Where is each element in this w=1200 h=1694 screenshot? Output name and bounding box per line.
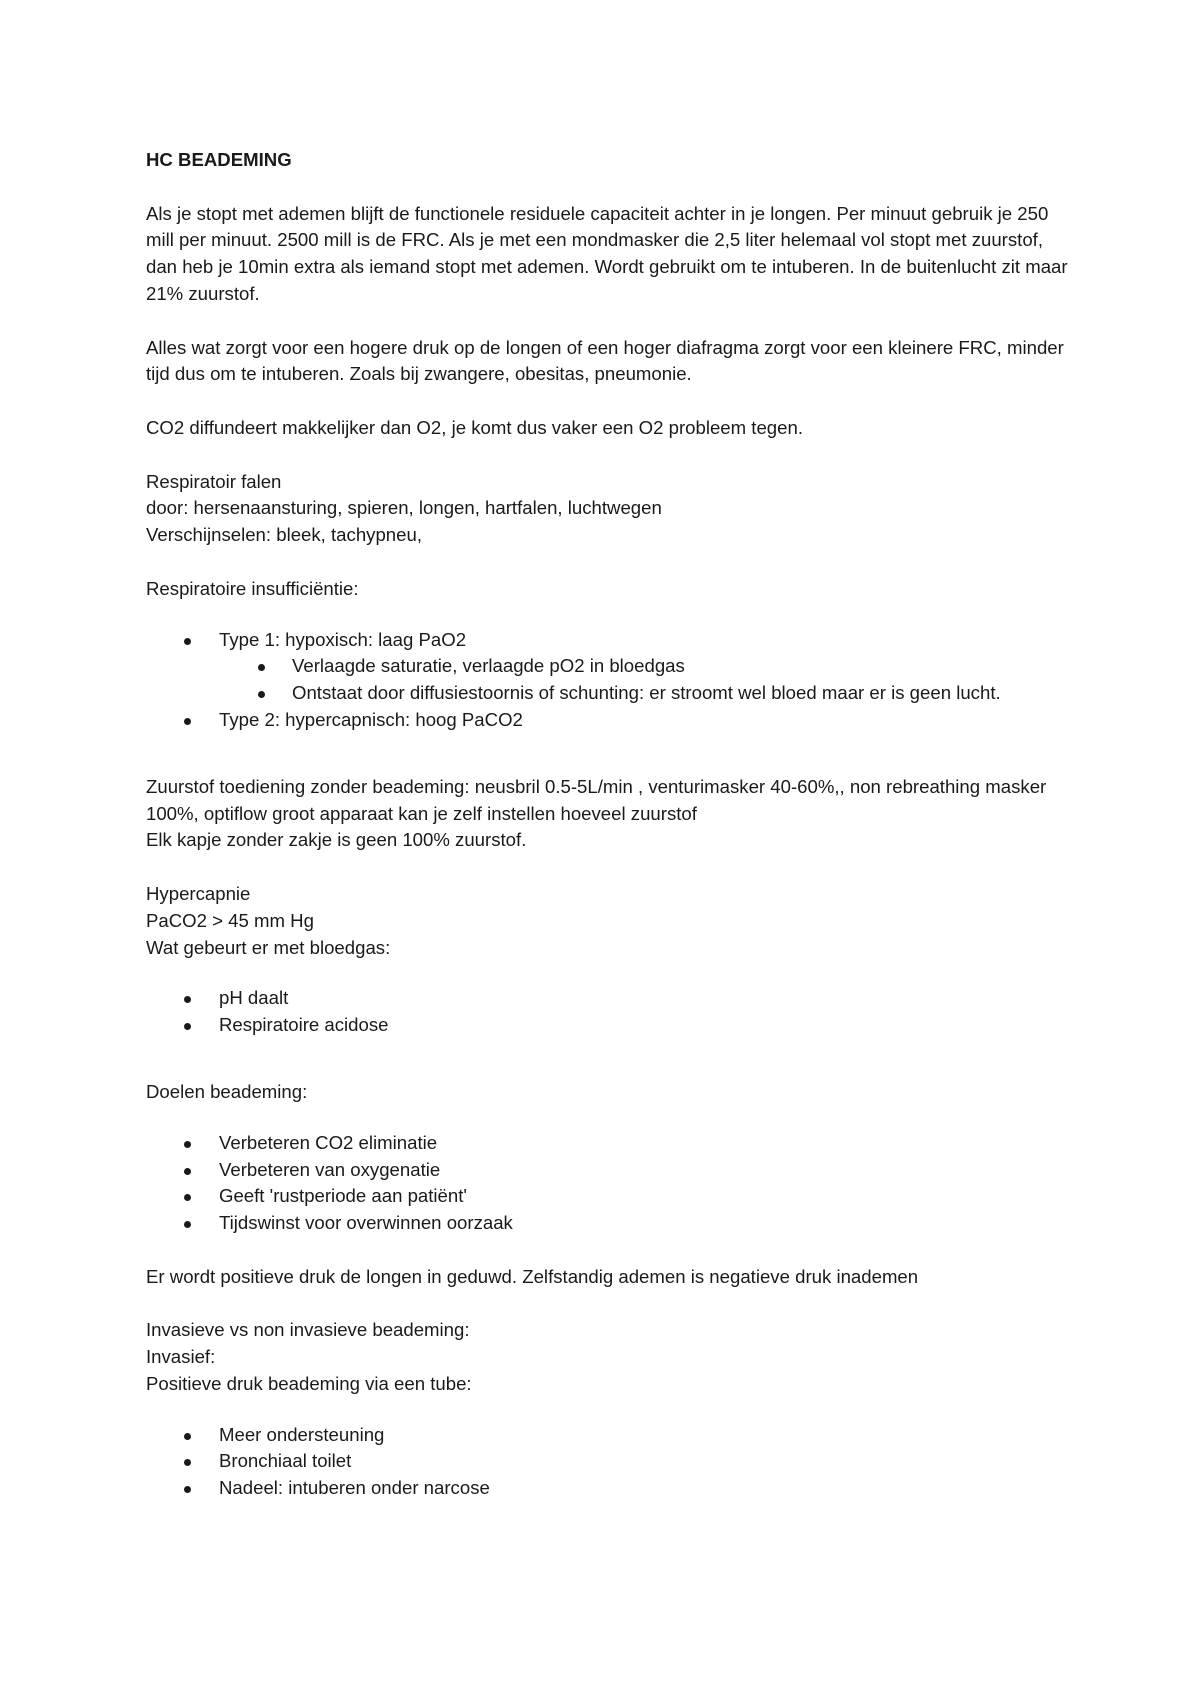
heading-respiratoire-insufficientie: Respiratoire insufficiëntie: [146,577,359,599]
heading-hypercapnie: Hypercapnie [146,882,251,904]
list-item: Geeft 'rustperiode aan patiënt' [146,1183,1076,1210]
list-item: Verbeteren CO2 eliminatie [146,1130,1076,1157]
list-item: Verbeteren van oxygenatie [146,1157,1076,1184]
list-item: pH daalt [146,985,1076,1012]
paragraph-druk-frc: Alles wat zorgt voor een hogere druk op de longen of een hoger diafragma zorgt voor een kleinere FRC, minder tijd dus om te intuberen. Zoals bij zwangere, obesitas, pneumonie. [146,336,1064,385]
list-item-type2: Type 2: hypercapnisch: hoog PaCO2 [146,707,1076,734]
bullet-icon [184,1486,191,1493]
bullet-icon [184,1023,191,1030]
bullet-icon [184,1221,191,1228]
bullet-icon [258,691,265,698]
list-item-type1-saturatie: Verlaagde saturatie, verlaagde pO2 in bloedgas [146,653,1076,680]
heading-doelen-beademing: Doelen beademing: [146,1080,308,1102]
list-item: Meer ondersteuning [146,1422,1076,1449]
document-body [146,147,1076,1502]
doelen-list [146,1130,1076,1237]
list-item-type1-oorzaak: Ontstaat door diffusiestoornis of schunting: er stroomt wel bloed maar er is geen lucht. [146,680,1076,707]
respiratoir-falen-verschijnselen: Verschijnselen: bleek, tachypneu, [146,524,422,546]
invasief-list [146,1422,1076,1502]
insufficientie-list [146,627,1076,734]
subheading-invasief: Invasief: [146,1346,216,1368]
bullet-icon [184,638,191,645]
paragraph-frc: Als je stopt met ademen blijft de functionele residuele capaciteit achter in je longen. Per minuut gebruik je 250 mill per minuut. 2500 mill is de FRC. Als je met een mondmasker die 2,5 liter helemaal vol stopt met zuurstof, dan heb je 10min extra als iemand stopt met ademen. Wordt gebruikt om te intuberen. In de buitenlucht zit maar 21% zuurstof. [146,202,1068,304]
heading-respiratoir-falen: Respiratoir falen [146,470,282,492]
invasief-beschrijving: Positieve druk beademing via een tube: [146,1372,472,1394]
list-item-type1: Type 1: hypoxisch: laag PaO2 [146,627,1076,654]
bullet-icon [184,1433,191,1440]
paragraph-co2-diffusie: CO2 diffundeert makkelijker dan O2, je komt dus vaker een O2 probleem tegen. [146,416,803,438]
bullet-icon [184,1459,191,1466]
paragraph-kapje-zakje: Elk kapje zonder zakje is geen 100% zuurstof. [146,829,527,851]
list-item: Nadeel: intuberen onder narcose [146,1475,1076,1502]
document-title: HC BEADEMING [146,149,292,170]
bullet-icon [184,996,191,1003]
bullet-icon [184,1141,191,1148]
heading-invasief-vs-non-invasief: Invasieve vs non invasieve beademing: [146,1319,470,1341]
bullet-icon [258,664,265,671]
paragraph-positieve-druk: Er wordt positieve druk de longen in geduwd. Zelfstandig ademen is negatieve druk inademen [146,1265,919,1287]
hypercapnie-vraag: Wat gebeurt er met bloedgas: [146,936,391,958]
list-item: Bronchiaal toilet [146,1448,1076,1475]
bullet-icon [184,718,191,725]
hypercapnie-list [146,985,1076,1039]
respiratoir-falen-oorzaken: door: hersenaansturing, spieren, longen, hartfalen, luchtwegen [146,497,662,519]
bullet-icon [184,1194,191,1201]
hypercapnie-grenswaarde: PaCO2 > 45 mm Hg [146,909,314,931]
paragraph-zuurstof-toediening: Zuurstof toediening zonder beademing: neusbril 0.5-5L/min , venturimasker 40-60%,, non rebreathing masker 100%, optiflow groot apparaat kan je zelf instellen hoeveel zuurstof [146,775,1047,824]
list-item: Respiratoire acidose [146,1012,1076,1039]
bullet-icon [184,1168,191,1175]
list-item: Tijdswinst voor overwinnen oorzaak [146,1210,1076,1237]
